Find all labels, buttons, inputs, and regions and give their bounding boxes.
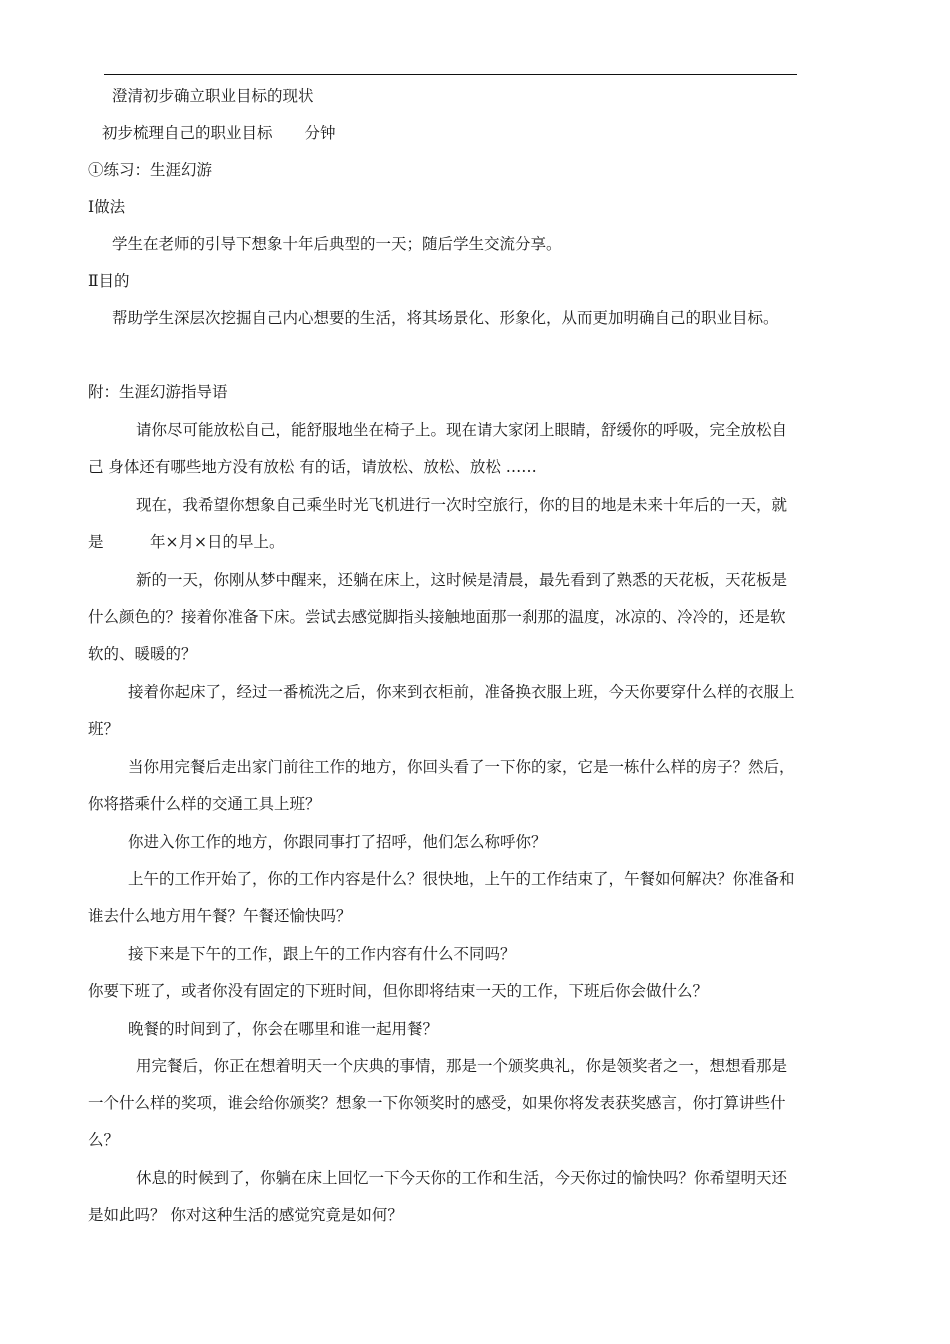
- guide-paragraph: 接着你起床了，经过一番梳洗之后，你来到衣柜前，准备换衣服上班，今天你要穿什么样的衣服上班？: [88, 683, 795, 738]
- appendix-title: 附：生涯幻游指导语: [88, 383, 228, 401]
- guide-paragraph: 上午的工作开始了，你的工作内容是什么？很快地，上午的工作结束了，午餐如何解决？你准备和谁去什么地方用午餐？午餐还愉快吗？: [88, 870, 795, 925]
- heading-sort-goals-text: 初步梳理自己的职业目标: [102, 124, 273, 142]
- header-rule: [104, 74, 797, 75]
- guide-paragraph: 你要下班了，或者你没有固定的下班时间，但你即将结束一天的工作，下班后你会做什么？: [88, 982, 709, 1000]
- guide-paragraph: 请你尽可能放松自己，能舒服地坐在椅子上。现在请大家闭上眼睛，舒缓你的呼吸，完全放松自己 身体还有哪些地方没有放松 有的话，请放松、放松、放松 ……: [88, 421, 788, 476]
- method-text: 学生在老师的引导下想象十年后典型的一天；随后学生交流分享。: [112, 235, 562, 253]
- heading-clarify-status: 澄清初步确立职业目标的现状: [112, 87, 314, 105]
- heading-sort-goals: [102, 115, 810, 152]
- method-label: Ⅰ做法: [88, 198, 126, 216]
- guide-paragraph: 用完餐后，你正在想着明天一个庆典的事情，那是一个颁奖典礼，你是领奖者之一，想想看那是一个什么样的奖项，谁会给你颁奖？想象一下你领奖时的感受，如果你将发表获奖感言，你打算讲些什么？: [88, 1057, 788, 1149]
- guide-paragraph: 新的一天，你刚从梦中醒来，还躺在床上，这时候是清晨，最先看到了熟悉的天花板，天花板是什么颜色的？接着你准备下床。尝试去感觉脚指头接触地面那一刹那的温度，冰凉的、冷冷的，还是软软的、暖暖的？: [88, 571, 788, 663]
- guide-paragraph: 当你用完餐后走出家门前往工作的地方，你回头看了一下你的家，它是一栋什么样的房子？然后，你将搭乘什么样的交通工具上班？: [88, 758, 795, 813]
- guide-paragraph: 你进入你工作的地方，你跟同事打了招呼，他们怎么称呼你？: [128, 833, 547, 851]
- guide-paragraph: 休息的时候到了，你躺在床上回忆一下今天你的工作和生活，今天你过的愉快吗？你希望明天还是如此吗？ 你对这种生活的感觉究竟是如何？: [88, 1169, 788, 1224]
- guide-paragraph: 接下来是下午的工作，跟上午的工作内容有什么不同吗？: [128, 945, 516, 963]
- exercise-title: ①练习：生涯幻游: [88, 161, 213, 179]
- heading-duration: 分钟: [304, 124, 336, 142]
- purpose-label: Ⅱ目的: [88, 272, 130, 290]
- guide-paragraph: 现在，我希望你想象自己乘坐时光飞机进行一次时空旅行，你的目的地是未来十年后的一天，就是 年×月×日的早上。: [88, 496, 788, 551]
- guide-paragraph: 晚餐的时间到了，你会在哪里和谁一起用餐？: [128, 1020, 439, 1038]
- purpose-text: 帮助学生深层次挖掘自己内心想要的生活，将其场景化、形象化，从而更加明确自己的职业目标。: [112, 309, 779, 327]
